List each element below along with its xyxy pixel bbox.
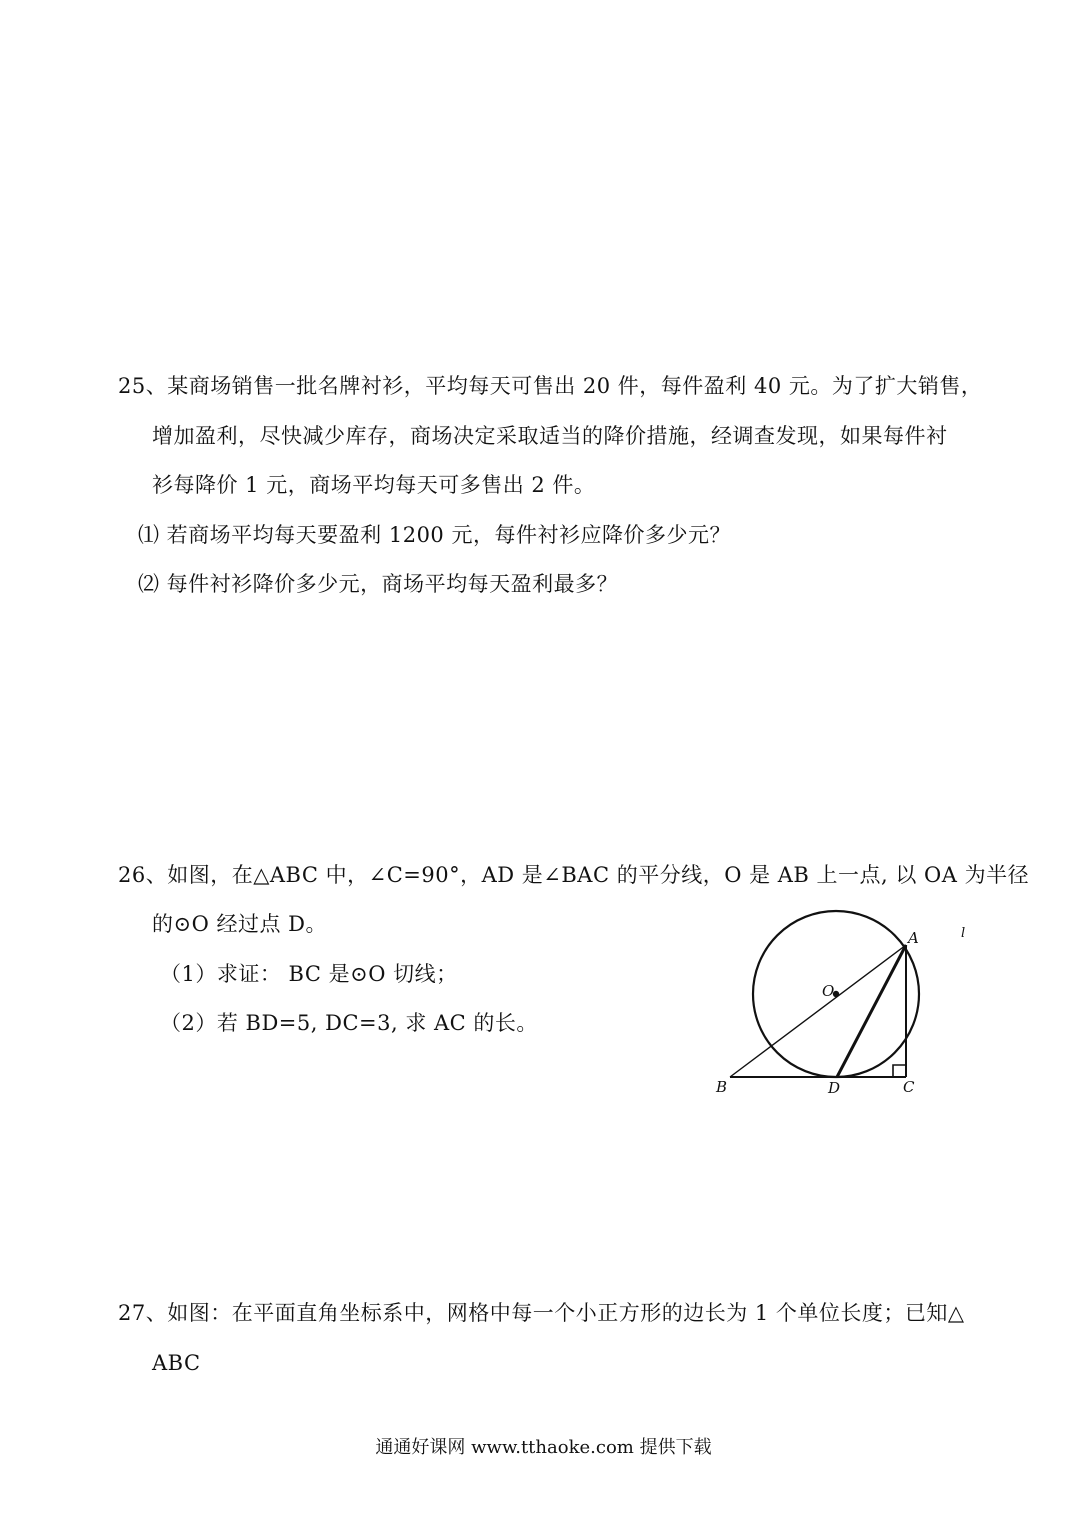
q26-subquestion-2: （2）若 BD=5, DC=3, 求 AC 的长。 (160, 1011, 538, 1035)
q27-line-2: ABC (152, 1351, 201, 1375)
label-c: C (903, 1078, 915, 1096)
label-d: D (828, 1079, 841, 1097)
stray-mark: l (961, 926, 966, 941)
q26-line-2: 的⊙O 经过点 D。 (152, 912, 327, 936)
q25-line-3: 衫每降价 1 元，商场平均每天可多售出 2 件。 (152, 473, 596, 497)
label-o: O (822, 982, 835, 1000)
q26-line-1: 26、如图，在△ABC 中，∠C=90°，AD 是∠BAC 的平分线，O 是 AB 上一点, 以 OA 为半径 (118, 863, 1030, 887)
q25-line-2: 增加盈利，尽快减少库存，商场决定采取适当的降价措施，经调查发现，如果每件衬 (152, 424, 948, 448)
label-b: B (716, 1078, 728, 1096)
right-angle-mark (893, 1065, 906, 1077)
segment-ab (730, 945, 906, 1077)
q25-subquestion-2: ⑵ 每件衬衫降价多少元，商场平均每天盈利最多？ (138, 572, 619, 596)
label-a: A (908, 929, 919, 947)
q25-subquestion-1: ⑴ 若商场平均每天要盈利 1200 元，每件衬衫应降价多少元？ (138, 523, 731, 547)
page-footer: 通通好课网 www.tthaoke.com 提供下载 (375, 1437, 712, 1458)
q26-subquestion-1: （1）求证： BC 是⊙O 切线； (160, 962, 458, 986)
segment-ad (837, 945, 906, 1077)
q27-line-1: 27、如图：在平面直角坐标系中，网格中每一个小正方形的边长为 1 个单位长度；已知△ (118, 1301, 965, 1325)
geometry-diagram (700, 895, 980, 1105)
q25-line-1: 25、某商场销售一批名牌衬衫，平均每天可售出 20 件，每件盈利 40 元。为了扩大销售， (118, 374, 983, 398)
